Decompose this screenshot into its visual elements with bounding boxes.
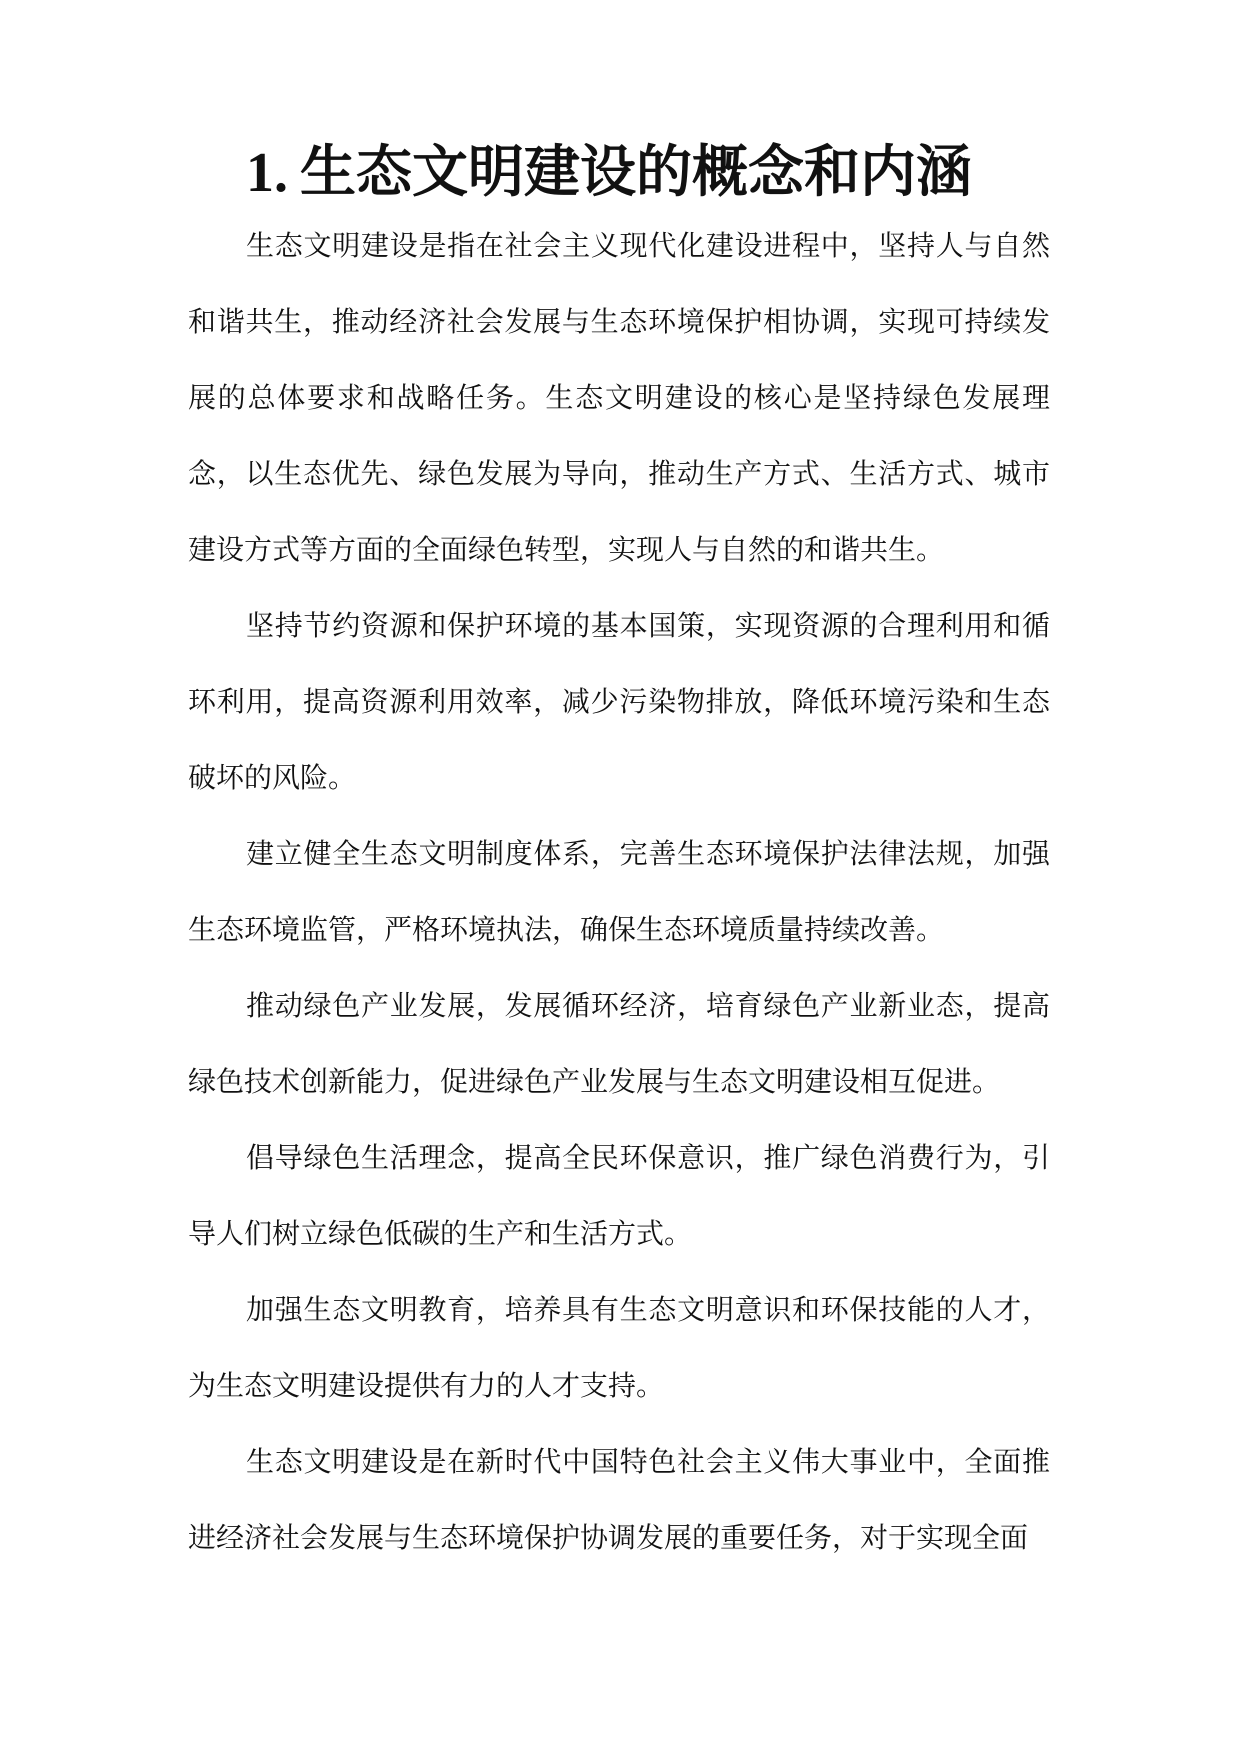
paragraph-significance: 生态文明建设是在新时代中国特色社会主义伟大事业中，全面推进经济社会发展与生态环境保护协调发展的重要任务，对于实现全面 <box>188 1445 1050 1554</box>
document-body <box>188 139 1050 1576</box>
section-number: 1. <box>246 142 288 204</box>
paragraph-green-lifestyle: 倡导绿色生活理念，提高全民环保意识，推广绿色消费行为，引导人们树立绿色低碳的生产和生活方式。 <box>188 1141 1050 1250</box>
paragraph-green-industry: 推动绿色产业发展，发展循环经济，培育绿色产业新业态，提高绿色技术创新能力，促进绿色产业发展与生态文明建设相互促进。 <box>188 989 1050 1098</box>
paragraph-definition: 生态文明建设是指在社会主义现代化建设进程中，坚持人与自然和谐共生，推动经济社会发展与生态环境保护相协调，实现可持续发展的总体要求和战略任务。生态文明建设的核心是坚持绿色发展理念，以生态优先、绿色发展为导向，推动生产方式、生活方式、城市建设方式等方面的全面绿色转型，实现人与自然的和谐共生。 <box>188 229 1050 566</box>
section-heading <box>246 139 1050 205</box>
paragraph-institutions: 建立健全生态文明制度体系，完善生态环境保护法律法规，加强生态环境监管，严格环境执法，确保生态环境质量持续改善。 <box>188 837 1050 946</box>
section-title: 生态文明建设的概念和内涵 <box>300 139 972 205</box>
paragraph-education: 加强生态文明教育，培养具有生态文明意识和环保技能的人才，为生态文明建设提供有力的人才支持。 <box>188 1293 1050 1402</box>
paragraph-resources: 坚持节约资源和保护环境的基本国策，实现资源的合理利用和循环利用，提高资源利用效率，减少污染物排放，降低环境污染和生态破坏的风险。 <box>188 609 1050 794</box>
